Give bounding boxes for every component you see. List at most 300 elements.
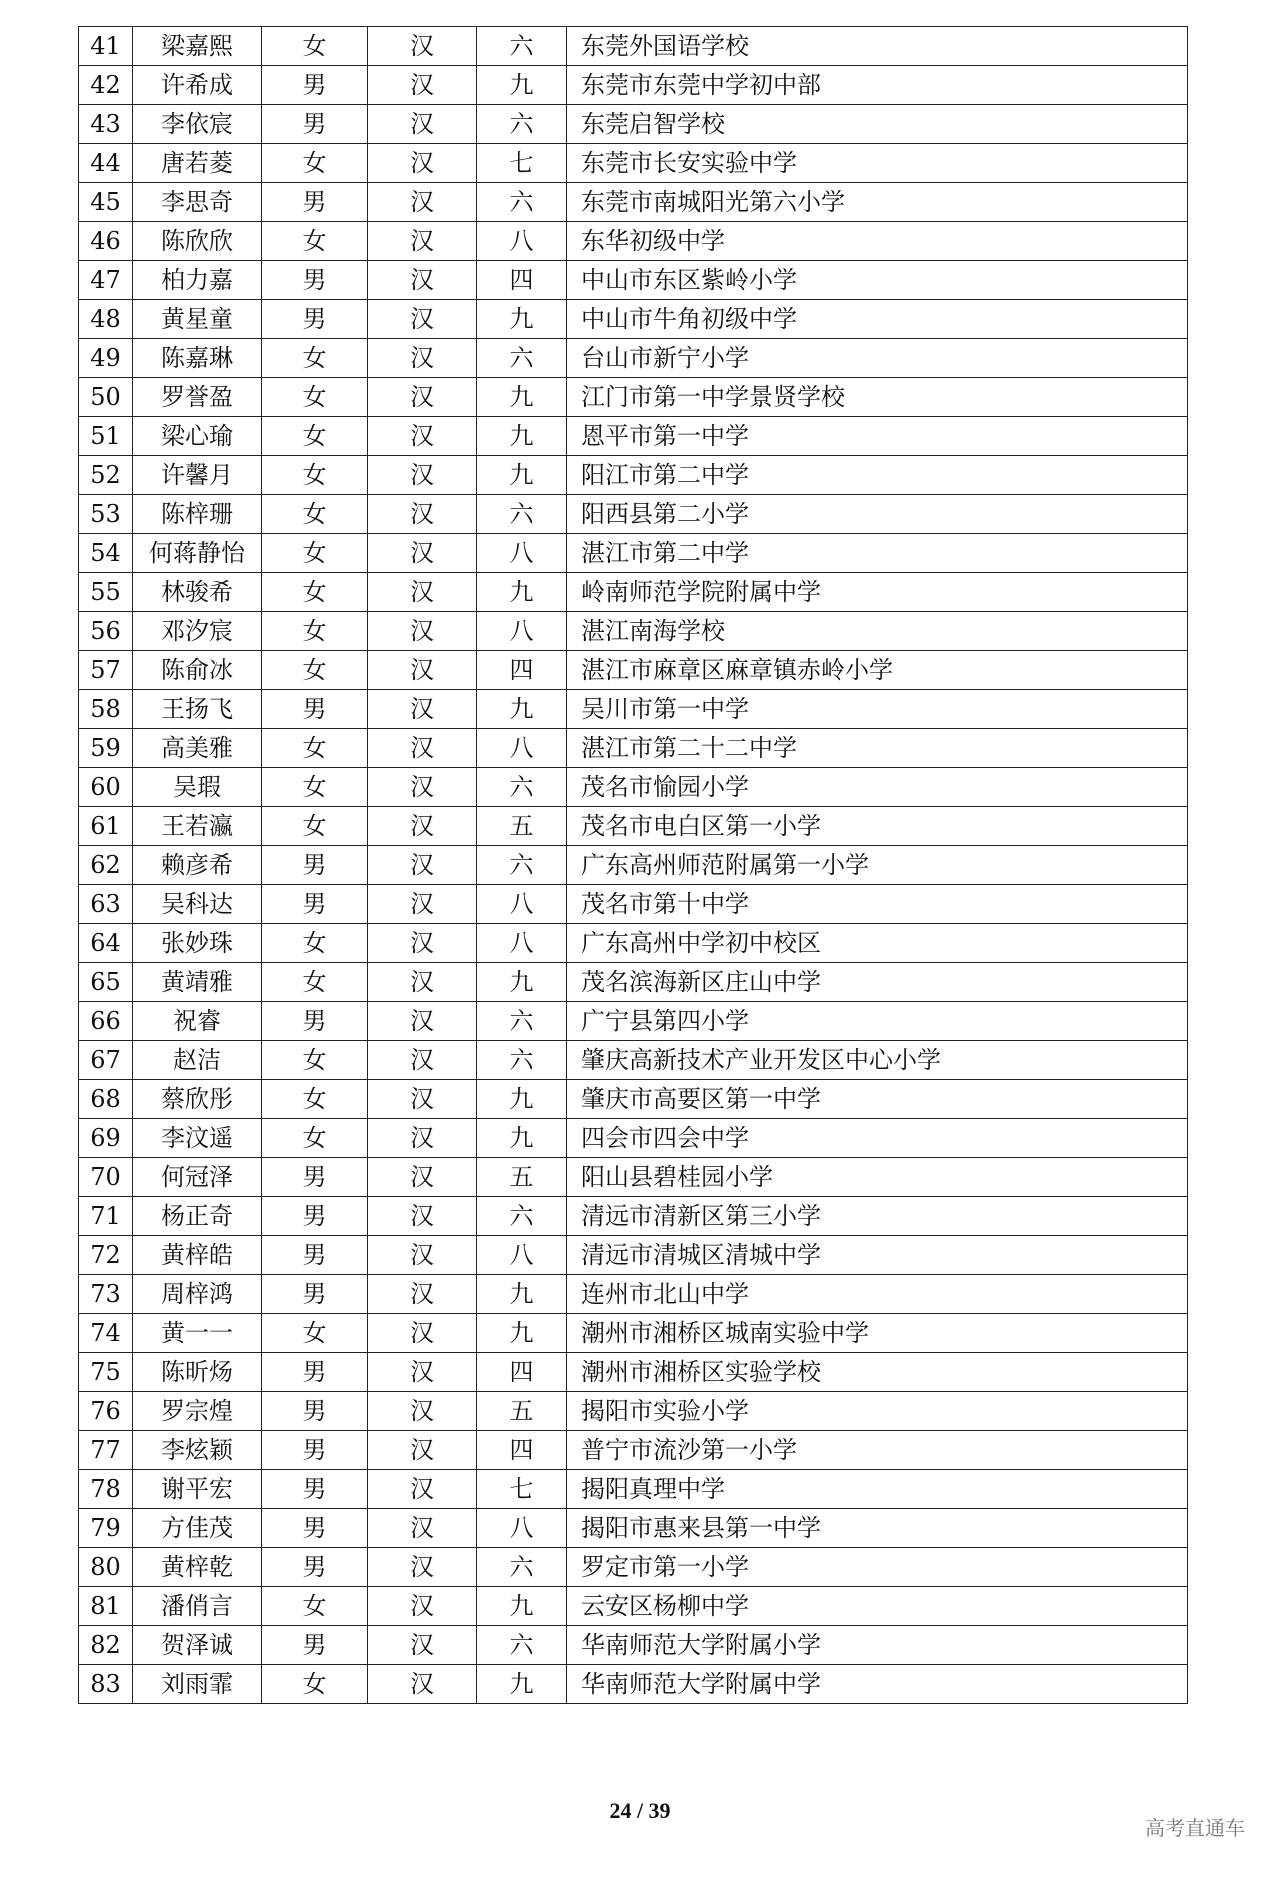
ethnicity-cell: 汉 [368,807,477,846]
table-row [79,27,1188,66]
name-cell: 潘俏言 [133,1587,262,1626]
school-cell: 中山市牛角初级中学 [567,300,1188,339]
ethnicity-cell: 汉 [368,1275,477,1314]
table-row [79,846,1188,885]
name-cell: 张妙珠 [133,924,262,963]
school-cell: 揭阳真理中学 [567,1470,1188,1509]
school-cell: 普宁市流沙第一小学 [567,1431,1188,1470]
table-row [79,105,1188,144]
ethnicity-cell: 汉 [368,105,477,144]
ethnicity-cell: 汉 [368,417,477,456]
ethnicity-cell: 汉 [368,885,477,924]
gender-cell: 女 [262,339,368,378]
school-cell: 东莞启智学校 [567,105,1188,144]
table-row [79,807,1188,846]
name-cell: 罗宗煌 [133,1392,262,1431]
row-number-cell: 78 [79,1470,133,1509]
grade-cell: 四 [477,1431,567,1470]
grade-cell: 六 [477,768,567,807]
row-number-cell: 73 [79,1275,133,1314]
row-number-cell: 63 [79,885,133,924]
grade-cell: 六 [477,846,567,885]
name-cell: 王若瀛 [133,807,262,846]
gender-cell: 女 [262,417,368,456]
row-number-cell: 53 [79,495,133,534]
grade-cell: 九 [477,456,567,495]
school-cell: 揭阳市惠来县第一中学 [567,1509,1188,1548]
name-cell: 黄梓乾 [133,1548,262,1587]
name-cell: 许馨月 [133,456,262,495]
gender-cell: 男 [262,1626,368,1665]
ethnicity-cell: 汉 [368,495,477,534]
gender-cell: 女 [262,768,368,807]
gender-cell: 女 [262,378,368,417]
school-cell: 台山市新宁小学 [567,339,1188,378]
school-cell: 湛江市麻章区麻章镇赤岭小学 [567,651,1188,690]
grade-cell: 六 [477,183,567,222]
ethnicity-cell: 汉 [368,612,477,651]
table-row [79,768,1188,807]
name-cell: 何蒋静怡 [133,534,262,573]
gender-cell: 女 [262,495,368,534]
gender-cell: 男 [262,261,368,300]
gender-cell: 男 [262,1392,368,1431]
name-cell: 邓汐宸 [133,612,262,651]
gender-cell: 女 [262,651,368,690]
table-row [79,1041,1188,1080]
row-number-cell: 65 [79,963,133,1002]
table-row [79,456,1188,495]
row-number-cell: 66 [79,1002,133,1041]
ethnicity-cell: 汉 [368,846,477,885]
ethnicity-cell: 汉 [368,1509,477,1548]
grade-cell: 九 [477,1314,567,1353]
grade-cell: 六 [477,105,567,144]
row-number-cell: 43 [79,105,133,144]
table-row [79,144,1188,183]
ethnicity-cell: 汉 [368,1197,477,1236]
name-cell: 赵洁 [133,1041,262,1080]
school-cell: 广东高州师范附属第一小学 [567,846,1188,885]
school-cell: 茂名滨海新区庄山中学 [567,963,1188,1002]
school-cell: 潮州市湘桥区城南实验中学 [567,1314,1188,1353]
grade-cell: 六 [477,1041,567,1080]
row-number-cell: 74 [79,1314,133,1353]
table-row [79,573,1188,612]
school-cell: 华南师范大学附属中学 [567,1665,1188,1704]
grade-cell: 八 [477,924,567,963]
name-cell: 贺泽诚 [133,1626,262,1665]
grade-cell: 九 [477,66,567,105]
name-cell: 刘雨霏 [133,1665,262,1704]
gender-cell: 女 [262,534,368,573]
table-row [79,1665,1188,1704]
gender-cell: 男 [262,1509,368,1548]
table-row [79,729,1188,768]
student-list-table [78,26,1188,1704]
ethnicity-cell: 汉 [368,1587,477,1626]
row-number-cell: 48 [79,300,133,339]
gender-cell: 男 [262,300,368,339]
row-number-cell: 72 [79,1236,133,1275]
name-cell: 王扬飞 [133,690,262,729]
table-row [79,1626,1188,1665]
ethnicity-cell: 汉 [368,651,477,690]
ethnicity-cell: 汉 [368,1626,477,1665]
school-cell: 江门市第一中学景贤学校 [567,378,1188,417]
table-row [79,690,1188,729]
grade-cell: 八 [477,1236,567,1275]
ethnicity-cell: 汉 [368,963,477,1002]
gender-cell: 男 [262,1275,368,1314]
row-number-cell: 49 [79,339,133,378]
gender-cell: 男 [262,1431,368,1470]
table-row [79,1431,1188,1470]
grade-cell: 六 [477,495,567,534]
row-number-cell: 80 [79,1548,133,1587]
table-row [79,417,1188,456]
row-number-cell: 44 [79,144,133,183]
gender-cell: 男 [262,1548,368,1587]
row-number-cell: 62 [79,846,133,885]
school-cell: 湛江南海学校 [567,612,1188,651]
grade-cell: 八 [477,1509,567,1548]
name-cell: 蔡欣彤 [133,1080,262,1119]
grade-cell: 九 [477,963,567,1002]
gender-cell: 男 [262,1197,368,1236]
school-cell: 广东高州中学初中校区 [567,924,1188,963]
ethnicity-cell: 汉 [368,1392,477,1431]
table-row [79,1197,1188,1236]
grade-cell: 九 [477,1665,567,1704]
row-number-cell: 68 [79,1080,133,1119]
grade-cell: 七 [477,144,567,183]
school-cell: 茂名市第十中学 [567,885,1188,924]
gender-cell: 男 [262,1353,368,1392]
gender-cell: 男 [262,66,368,105]
gender-cell: 女 [262,1041,368,1080]
gender-cell: 女 [262,807,368,846]
name-cell: 周梓鸿 [133,1275,262,1314]
gender-cell: 女 [262,1587,368,1626]
gender-cell: 男 [262,1236,368,1275]
school-cell: 湛江市第二十二中学 [567,729,1188,768]
ethnicity-cell: 汉 [368,729,477,768]
grade-cell: 八 [477,534,567,573]
row-number-cell: 71 [79,1197,133,1236]
school-cell: 东莞市长安实验中学 [567,144,1188,183]
row-number-cell: 77 [79,1431,133,1470]
table-row [79,378,1188,417]
name-cell: 唐若菱 [133,144,262,183]
row-number-cell: 67 [79,1041,133,1080]
table-row [79,1275,1188,1314]
school-cell: 罗定市第一小学 [567,1548,1188,1587]
gender-cell: 男 [262,1470,368,1509]
grade-cell: 六 [477,27,567,66]
row-number-cell: 58 [79,690,133,729]
grade-cell: 六 [477,339,567,378]
row-number-cell: 46 [79,222,133,261]
grade-cell: 五 [477,807,567,846]
row-number-cell: 45 [79,183,133,222]
ethnicity-cell: 汉 [368,1158,477,1197]
grade-cell: 九 [477,573,567,612]
school-cell: 恩平市第一中学 [567,417,1188,456]
row-number-cell: 47 [79,261,133,300]
grade-cell: 六 [477,1626,567,1665]
table-row [79,183,1188,222]
ethnicity-cell: 汉 [368,768,477,807]
gender-cell: 女 [262,924,368,963]
table-row [79,1236,1188,1275]
ethnicity-cell: 汉 [368,378,477,417]
grade-cell: 九 [477,378,567,417]
gender-cell: 男 [262,846,368,885]
gender-cell: 女 [262,1119,368,1158]
name-cell: 黄星童 [133,300,262,339]
table-row [79,1314,1188,1353]
grade-cell: 九 [477,1275,567,1314]
school-cell: 阳江市第二中学 [567,456,1188,495]
table-row [79,66,1188,105]
name-cell: 梁心瑜 [133,417,262,456]
name-cell: 陈欣欣 [133,222,262,261]
grade-cell: 九 [477,1119,567,1158]
row-number-cell: 51 [79,417,133,456]
grade-cell: 四 [477,261,567,300]
grade-cell: 九 [477,690,567,729]
row-number-cell: 83 [79,1665,133,1704]
name-cell: 赖彦希 [133,846,262,885]
name-cell: 陈梓珊 [133,495,262,534]
gender-cell: 女 [262,1665,368,1704]
row-number-cell: 70 [79,1158,133,1197]
gender-cell: 女 [262,144,368,183]
table-row [79,924,1188,963]
table-row [79,1470,1188,1509]
school-cell: 岭南师范学院附属中学 [567,573,1188,612]
gender-cell: 男 [262,1158,368,1197]
grade-cell: 六 [477,1002,567,1041]
grade-cell: 八 [477,885,567,924]
name-cell: 李依宸 [133,105,262,144]
school-cell: 东莞市东莞中学初中部 [567,66,1188,105]
school-cell: 中山市东区紫岭小学 [567,261,1188,300]
name-cell: 谢平宏 [133,1470,262,1509]
grade-cell: 八 [477,612,567,651]
name-cell: 黄梓皓 [133,1236,262,1275]
ethnicity-cell: 汉 [368,300,477,339]
gender-cell: 男 [262,1002,368,1041]
grade-cell: 六 [477,1548,567,1587]
table-row [79,885,1188,924]
ethnicity-cell: 汉 [368,924,477,963]
row-number-cell: 82 [79,1626,133,1665]
ethnicity-cell: 汉 [368,1314,477,1353]
ethnicity-cell: 汉 [368,144,477,183]
grade-cell: 四 [477,651,567,690]
table-row [79,1509,1188,1548]
school-cell: 云安区杨柳中学 [567,1587,1188,1626]
gender-cell: 男 [262,105,368,144]
name-cell: 陈昕炀 [133,1353,262,1392]
name-cell: 李思奇 [133,183,262,222]
ethnicity-cell: 汉 [368,222,477,261]
gender-cell: 女 [262,222,368,261]
school-cell: 阳西县第二小学 [567,495,1188,534]
grade-cell: 九 [477,1587,567,1626]
table-row [79,1353,1188,1392]
gender-cell: 女 [262,573,368,612]
name-cell: 杨正奇 [133,1197,262,1236]
gender-cell: 男 [262,885,368,924]
grade-cell: 四 [477,1353,567,1392]
grade-cell: 九 [477,1080,567,1119]
grade-cell: 九 [477,417,567,456]
ethnicity-cell: 汉 [368,1041,477,1080]
row-number-cell: 69 [79,1119,133,1158]
name-cell: 方佳茂 [133,1509,262,1548]
school-cell: 湛江市第二中学 [567,534,1188,573]
row-number-cell: 79 [79,1509,133,1548]
ethnicity-cell: 汉 [368,534,477,573]
gender-cell: 女 [262,456,368,495]
gender-cell: 女 [262,963,368,1002]
grade-cell: 五 [477,1158,567,1197]
row-number-cell: 42 [79,66,133,105]
name-cell: 黄一一 [133,1314,262,1353]
school-cell: 清远市清新区第三小学 [567,1197,1188,1236]
grade-cell: 六 [477,1197,567,1236]
name-cell: 祝睿 [133,1002,262,1041]
name-cell: 梁嘉熙 [133,27,262,66]
ethnicity-cell: 汉 [368,1548,477,1587]
gender-cell: 女 [262,1080,368,1119]
gender-cell: 女 [262,729,368,768]
row-number-cell: 59 [79,729,133,768]
row-number-cell: 55 [79,573,133,612]
table-row [79,1158,1188,1197]
school-cell: 茂名市电白区第一小学 [567,807,1188,846]
table-row [79,222,1188,261]
row-number-cell: 54 [79,534,133,573]
school-cell: 肇庆市高要区第一中学 [567,1080,1188,1119]
ethnicity-cell: 汉 [368,1080,477,1119]
row-number-cell: 57 [79,651,133,690]
ethnicity-cell: 汉 [368,1665,477,1704]
name-cell: 李炫颖 [133,1431,262,1470]
row-number-cell: 76 [79,1392,133,1431]
name-cell: 许希成 [133,66,262,105]
school-cell: 四会市四会中学 [567,1119,1188,1158]
gender-cell: 男 [262,183,368,222]
page-number: 24 / 39 [609,1798,671,1823]
gender-cell: 男 [262,690,368,729]
school-cell: 连州市北山中学 [567,1275,1188,1314]
name-cell: 黄靖雅 [133,963,262,1002]
grade-cell: 八 [477,729,567,768]
grade-cell: 九 [477,300,567,339]
name-cell: 何冠泽 [133,1158,262,1197]
ethnicity-cell: 汉 [368,573,477,612]
table-row [79,1119,1188,1158]
name-cell: 罗誉盈 [133,378,262,417]
name-cell: 吴科达 [133,885,262,924]
table-row [79,495,1188,534]
school-cell: 阳山县碧桂园小学 [567,1158,1188,1197]
name-cell: 林骏希 [133,573,262,612]
ethnicity-cell: 汉 [368,690,477,729]
school-cell: 广宁县第四小学 [567,1002,1188,1041]
table-row [79,1392,1188,1431]
grade-cell: 七 [477,1470,567,1509]
table-row [79,534,1188,573]
table-row [79,963,1188,1002]
ethnicity-cell: 汉 [368,1119,477,1158]
name-cell: 李汶遥 [133,1119,262,1158]
ethnicity-cell: 汉 [368,1236,477,1275]
ethnicity-cell: 汉 [368,339,477,378]
ethnicity-cell: 汉 [368,456,477,495]
table-row [79,261,1188,300]
watermark-text: 高考直通车 [1145,1816,1245,1840]
table-row [79,651,1188,690]
table-row [79,339,1188,378]
ethnicity-cell: 汉 [368,261,477,300]
row-number-cell: 50 [79,378,133,417]
table-row [79,300,1188,339]
grade-cell: 五 [477,1392,567,1431]
gender-cell: 女 [262,612,368,651]
school-cell: 东莞市南城阳光第六小学 [567,183,1188,222]
name-cell: 陈俞冰 [133,651,262,690]
name-cell: 柏力嘉 [133,261,262,300]
school-cell: 清远市清城区清城中学 [567,1236,1188,1275]
row-number-cell: 75 [79,1353,133,1392]
grade-cell: 八 [477,222,567,261]
school-cell: 潮州市湘桥区实验学校 [567,1353,1188,1392]
ethnicity-cell: 汉 [368,1353,477,1392]
table-row [79,1002,1188,1041]
name-cell: 吴瑕 [133,768,262,807]
row-number-cell: 56 [79,612,133,651]
school-cell: 东莞外国语学校 [567,27,1188,66]
school-cell: 东华初级中学 [567,222,1188,261]
ethnicity-cell: 汉 [368,66,477,105]
ethnicity-cell: 汉 [368,183,477,222]
row-number-cell: 60 [79,768,133,807]
name-cell: 陈嘉琳 [133,339,262,378]
row-number-cell: 52 [79,456,133,495]
name-cell: 高美雅 [133,729,262,768]
row-number-cell: 81 [79,1587,133,1626]
table-body [79,27,1188,1704]
row-number-cell: 64 [79,924,133,963]
table-row [79,1548,1188,1587]
school-cell: 肇庆高新技术产业开发区中心小学 [567,1041,1188,1080]
ethnicity-cell: 汉 [368,1431,477,1470]
ethnicity-cell: 汉 [368,27,477,66]
school-cell: 华南师范大学附属小学 [567,1626,1188,1665]
ethnicity-cell: 汉 [368,1002,477,1041]
school-cell: 茂名市愉园小学 [567,768,1188,807]
row-number-cell: 61 [79,807,133,846]
row-number-cell: 41 [79,27,133,66]
school-cell: 吴川市第一中学 [567,690,1188,729]
gender-cell: 女 [262,1314,368,1353]
ethnicity-cell: 汉 [368,1470,477,1509]
